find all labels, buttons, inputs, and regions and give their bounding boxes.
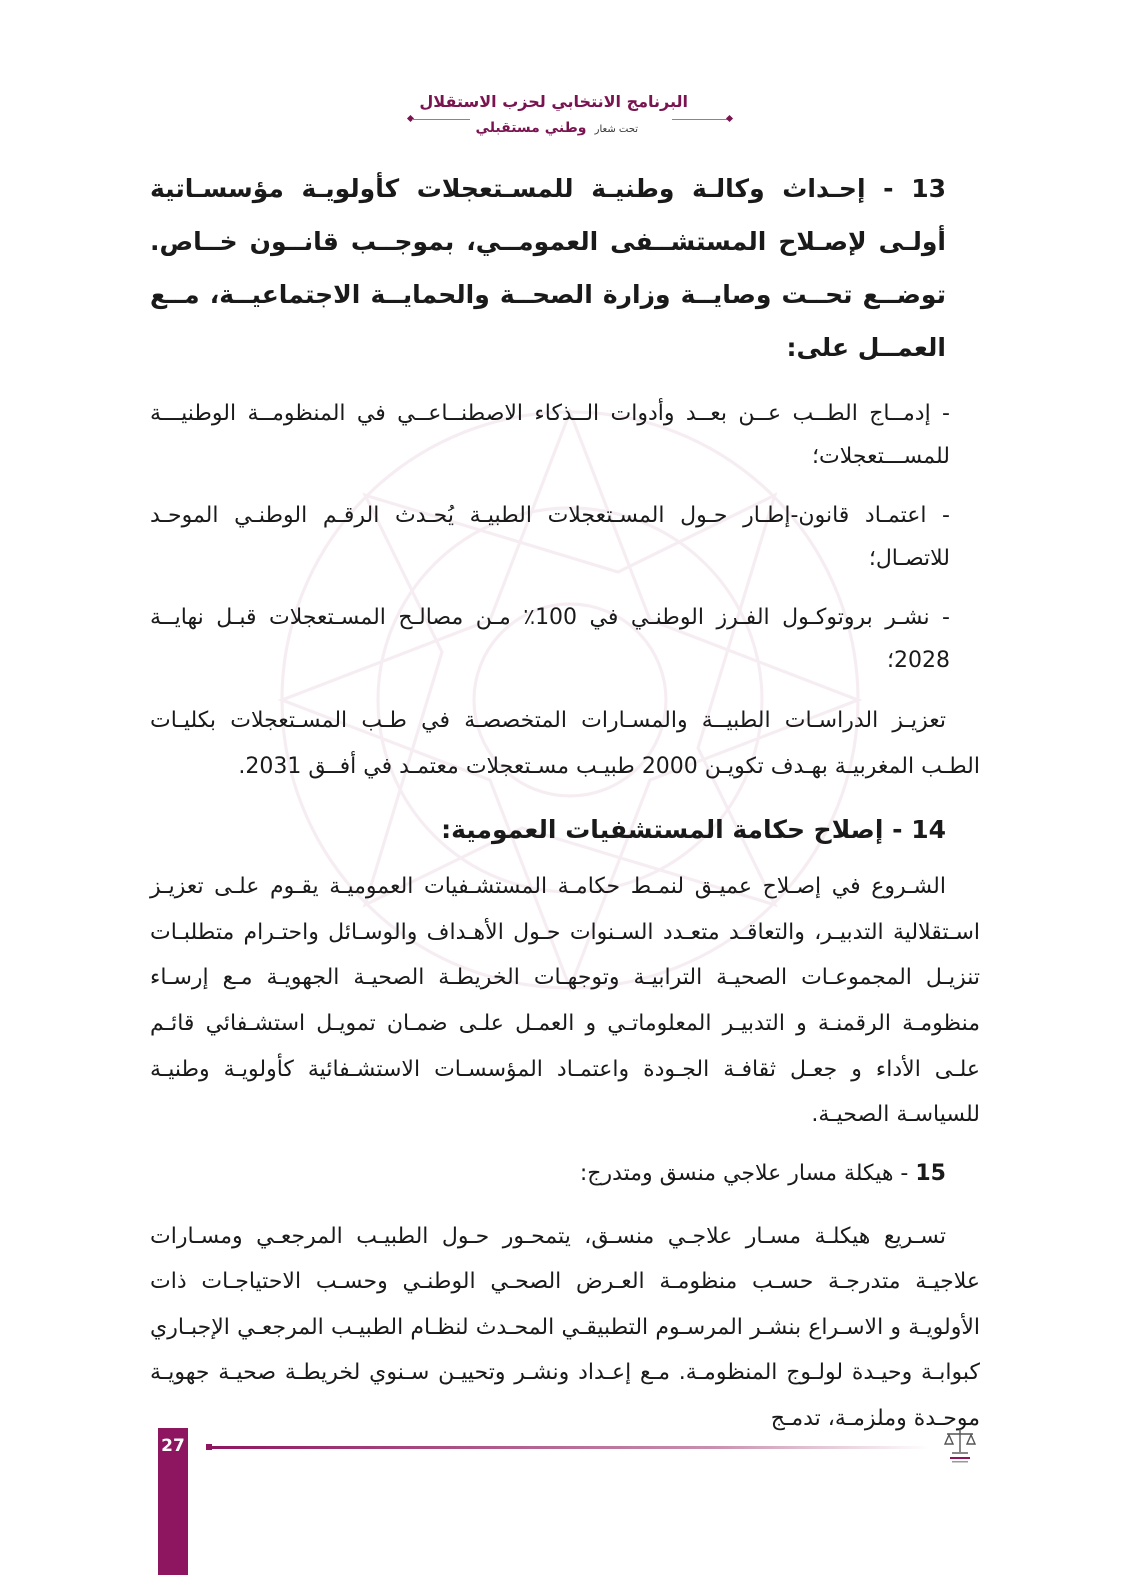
page-content	[150, 162, 980, 1441]
program-title: البرنامج الانتخابي لحزب الاستقلال	[419, 92, 688, 111]
paragraph-pathway: تسـريع هيكلـة مسـار علاجـي منسـق، يتمحـور حـول الطبيـب المرجعـي ومسـارات علاجيـة متدرجـة حسـب منظومـة العـرض الصحـي الوطنـي وحسـب الاحتياجـات ذات الأولويـة و الاسـراع بنشـر المرسـوم التطبيقـي المحـدث لنظـام الطبيـب المرجعـي الإجبـاري كبوابـة وحيـدة لولـوج المنظومـة. مـع إعـداد ونشـر وتحييـن سـنوي لخريطـة صحيـة جهويـة موحـدة وملزمـة، تدمـج	[150, 1223, 980, 1431]
paragraph-training: تعزيـز الدراسـات الطبيــة والمسـارات المتخصصـة في طـب المسـتعجلات بكليـات الطـب المغربيـة بهـدف تكويـن 2000 طبيـب مسـتعجلات معتمـد في أفــق 2031.	[150, 708, 980, 779]
page-number: 27	[161, 1436, 185, 1456]
paragraph-governance: الشـروع في إصـلاح عميـق لنمـط حكامـة المستشـفيات العموميـة يقـوم علـى تعزيـز اسـتقلالية التدبيـر، والتعاقـد متعـدد السـنوات حـول الأهـداف والوسـائل واحتـرام متطلبـات تنزيـل المجموعـات الصحيـة الترابيـة وتوجهـات الخريطـة الصحيـة الجهويـة مـع إرسـاء منظومـة الرقمنـة و التدبيـر المعلوماتـي و العمـل علـى ضمـان تمويـل استشـفائي قائـم علـى الأداء و جعـل ثقافـة الجـودة واعتمـاد المؤسسـات الاستشـفائية كأولويـة وطنيـة للسياسـة الصحيـة.	[150, 874, 980, 1128]
section-15-title: - هيكلة مسار علاجي منسق ومتدرج:	[579, 1160, 909, 1186]
section-14-heading: 14 - إصلاح حكامة المستشفيات العمومية:	[441, 815, 946, 845]
program-slogan	[476, 120, 638, 136]
scales-logo-icon	[942, 1426, 978, 1466]
section-15-heading	[150, 1154, 946, 1194]
footer-divider	[210, 1446, 930, 1449]
bullet-item: - إدمــاج الطــب عــن بعــد وأدوات الــذكاء الاصطنــاعــي في المنظومــة الوطنيـــة للمســـتعجلات؛	[150, 401, 950, 469]
bullet-item: - نشـر بروتوكـول الفـرز الوطنـي في 100٪ مـن مصالـح المسـتعجلات قبـل نهايــة 2028؛	[150, 605, 950, 673]
slogan-text: وطني مستقبلي	[475, 120, 587, 136]
header-divider	[412, 119, 470, 120]
section-15-number: 15	[915, 1160, 946, 1186]
header-diamond-icon	[726, 115, 733, 122]
slogan-prefix: تحت شعار	[594, 124, 638, 135]
section-13-heading: 13 - إحـداث وكالـة وطنيـة للمسـتعجلات كأولويـة مؤسسـاتية أولـى لإصـلاح المستشــفى العمومــي، بموجــب قانــون خــاص. توضــع تحــت وصايــة وزارة الصحــة والحمايــة الاجتماعيــة، مــع العمــل على:	[150, 174, 946, 362]
header-divider	[672, 119, 728, 120]
page-header	[390, 92, 750, 142]
bullet-item: - اعتمـاد قانون-إطـار حـول المسـتعجلات الطبيـة يُحـدث الرقـم الوطنـي الموحـد للاتصـال؛	[150, 503, 950, 571]
